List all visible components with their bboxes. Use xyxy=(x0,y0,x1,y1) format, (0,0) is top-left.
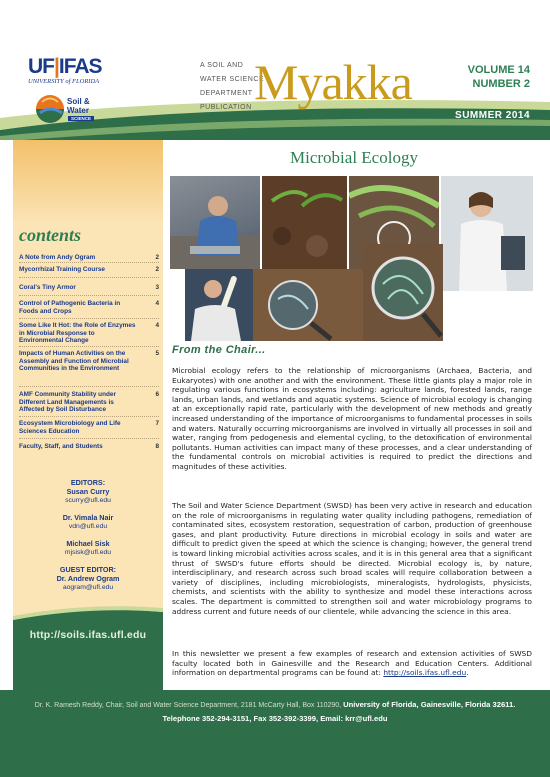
toc-item[interactable]: Impacts of Human Activities on the Assembly and Function of Microbial Communities in the Environment 5 xyxy=(19,350,159,373)
editor-email[interactable]: scurry@ufl.edu xyxy=(65,497,111,504)
guest-editor-email[interactable]: aogram@ufl.edu xyxy=(62,584,114,591)
footer-contact: Telephone 352-294-3151, Fax 352-392-3399, Email: krr@ufl.edu xyxy=(162,714,388,723)
paragraph-3: In this newsletter we present a few examples of research and extension activities of SWSD faculty located both in Gainesville and the Research and Education Centers. Additional information on departmental programs can be found at: http://soils.ifas.ufl.edu. xyxy=(172,649,532,678)
masthead-title: Myakka xyxy=(254,54,412,110)
photo-test-tube xyxy=(185,269,253,341)
photo-scientist-microscope xyxy=(441,176,533,291)
photo-soil-seedlings xyxy=(262,176,347,269)
toc-divider xyxy=(19,295,159,296)
toc-divider xyxy=(19,438,159,439)
toc-item[interactable]: Mycorrhizal Training Course 2 xyxy=(19,266,159,273)
section-title: Microbial Ecology xyxy=(290,148,418,167)
toc-item[interactable]: AMF Community Stability under Different Land Managements is Affected by Soil Disturbance 6 xyxy=(19,391,159,414)
editor-name: Dr. Vimala Nair xyxy=(62,513,114,522)
toc-divider xyxy=(19,277,159,278)
publication-line-2: WATER SCIENCE xyxy=(200,76,265,83)
uf-ifas-logo: UF|IFAS xyxy=(28,55,102,78)
uf-university-text: UNIVERSITY of FLORIDA xyxy=(28,78,100,85)
toc-divider xyxy=(19,346,159,347)
toc-divider xyxy=(19,262,159,263)
paragraph-1: Microbial ecology refers to the relationship of microorganisms (Archaea, Bacteria, and Eukaryotes) with one another and with the environment. These little giants play a major role in regulating various functions in ecosystems including: agriculture lands, forested lands, range lands, urban lands, and wetlands and aquatic systems. Science of microbial ecology is changing at an exceptionally rapid rate, particularly with the development of new methods and greatly increased understanding of the importance of microorganisms to fundamental processes in soils and waters. Naturally occurring microorganisms are involved in virtually all processes in soil and water, ranging from pedogenesis and elemental cycling, to the detoxification of environmental pollutants. Human activities can impact many of these processes, and a clear understanding of the fundamental controls on microbial activities is required to predict the directions and magnitudes of these activities. xyxy=(172,366,532,471)
publication-line-3: DEPARTMENT xyxy=(200,90,253,97)
issue-season: SUMMER 2014 xyxy=(455,110,530,121)
contents-heading: contents xyxy=(19,225,82,245)
department-link[interactable]: http://soils.ifas.ufl.edu xyxy=(383,668,467,678)
paragraph-2: The Soil and Water Science Department (SWSD) has been very active in research and education on the role of microorganisms in regulating water quality including pathogens, remediation of contaminated sites, ecosystem restoration, sequestration of carbon, production of greenhouse gases, and plant productivity. Future directions in microbial ecology in soils and water are difficult to predict given the speed at which the science is changing; however, the general trend is toward linking microbial activities across scales, and it is in this general area that a significant thrust of SWSD's future efforts should be directed. Microbial ecology is, by nature, interdisciplinary, and research across such broad scales will require collaboration between a variety of disciplines, including microbiologists, mineralogists, hydrologists, physicists, chemists, and scientists with the ability to synthesize and model these interactions across scales. The department is committed to strengthen soil and water microbiology programs to address current and future needs of our clientele, while advancing the science in this area. xyxy=(172,501,532,616)
toc-divider xyxy=(19,386,159,387)
masthead-header xyxy=(0,0,550,140)
photo-lab-worker xyxy=(170,176,260,269)
toc-item[interactable]: Control of Pathogenic Bacteria in Foods and Crops 4 xyxy=(19,300,159,315)
editors-block xyxy=(13,478,163,592)
chair-heading: From the Chair... xyxy=(172,344,266,356)
editor-name: Michael Sisk xyxy=(66,539,110,548)
sws-logo-science: SCIENCE xyxy=(68,116,94,121)
website-link[interactable]: http://soils.ifas.ufl.edu xyxy=(29,629,147,641)
photo-magnifier-fungi xyxy=(363,244,443,341)
photo-magnifier-soil xyxy=(253,269,363,341)
sidebar-swoosh xyxy=(13,600,163,630)
editors-label: EDITORS: xyxy=(70,478,106,487)
editor-email[interactable]: mjsisk@ufl.edu xyxy=(64,549,112,556)
publication-line-1: A SOIL AND xyxy=(200,62,244,69)
toc-item[interactable]: Some Like It Hot: the Role of Enzymes in Microbial Response to Environmental Change 4 xyxy=(19,322,159,345)
editor-name: Susan Curry xyxy=(66,487,110,496)
toc-divider xyxy=(19,318,159,319)
toc-item[interactable]: Ecosystem Microbiology and Life Sciences Education 7 xyxy=(19,420,159,435)
publication-line-4: PUBLICATION xyxy=(200,104,252,111)
sws-logo-text: Soil & Water xyxy=(67,97,90,115)
toc-item[interactable]: Coral's Tiny Armor 3 xyxy=(19,284,159,291)
toc-item[interactable]: Faculty, Staff, and Students 8 xyxy=(19,443,159,450)
guest-editor-name: Dr. Andrew Ogram xyxy=(56,574,120,583)
toc-divider xyxy=(19,416,159,417)
volume-number: VOLUME 14 NUMBER 2 xyxy=(467,64,530,90)
editor-email[interactable]: vdn@ufl.edu xyxy=(68,523,108,530)
footer-address: Dr. K. Ramesh Reddy, Chair, Soil and Water Science Department, 2181 McCarty Hall, Box 110290, University of Florida, Gainesville, Florida 32611. xyxy=(34,700,516,709)
toc-item[interactable]: A Note from Andy Ogram 2 xyxy=(19,254,159,261)
sidebar-gradient xyxy=(13,140,163,222)
guest-editor-label: GUEST EDITOR: xyxy=(59,565,117,574)
